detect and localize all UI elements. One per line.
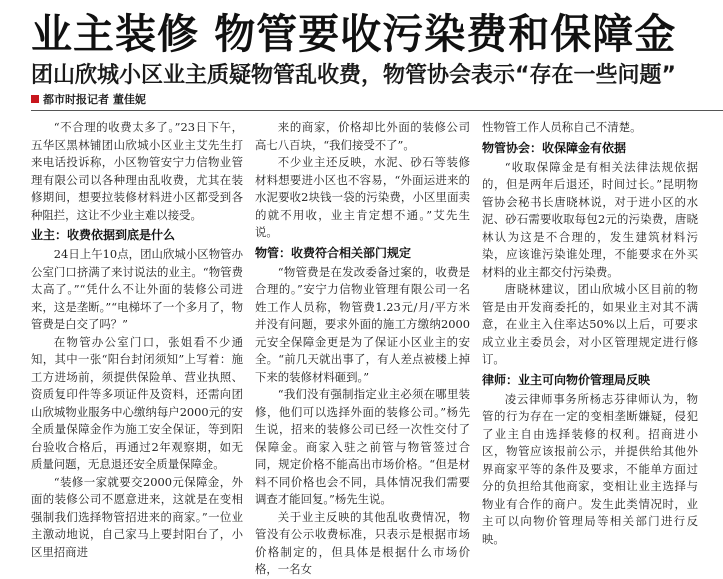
paragraph: 在物管办公室门口，张姐看不少通知，其中一张“阳台封闭须知”上写着：施工方进场前，须提供保险单、营业执照、资质复印件等多项证件及资料，还需向团山欣城物业服务中心缴纳每户2000元的安全质量保障金作为施工安全保证，等到阳台验收合格后，再通过2年观察期，如无质量问题，无息退还安全质量保障金。 [31, 334, 243, 471]
paragraph: 凌云律师事务所杨志芬律师认为，物管的行为存在一定的变相垄断嫌疑，侵犯了业主自由选择装修的权利。招商进小区，物管应该报前公示，并提供给其他外界商家平等的条件及要求，不能单方面过分的负担给其他商家，变相让业主选择与物业有合作的商户。发生此类情况时，业主可以向物价管理局等相关部门进行反映。 [482, 391, 698, 546]
byline [31, 93, 146, 107]
paragraph: “不合理的收费太多了。”23日下午，五华区黑林铺团山欣城小区业主艾先生打来电话投诉称，小区物管安宁力信物业管理有限公司以各种理由乱收费，尤其在装修期间，想要拉装修材料进小区都受到各种阻拦，这让不少业主难以接受。 [31, 120, 243, 222]
article-column-3 [482, 119, 698, 546]
section-heading: 律师：业主可向物价管理局反映 [482, 372, 651, 387]
headline: 业主装修 物管要收污染费和保障金 [31, 10, 677, 58]
header-rule [31, 110, 723, 111]
article-column-1 [31, 119, 243, 559]
paragraph: “物管费是在发改委备过案的，收费是合理的。”安宁力信物业管理有限公司一名姓工作人员称，物管费1.23元/月/平方米并没有问题，要求外面的施工方缴纳2000元安全保障金更是为了保证小区业主的安全。“前几天就出事了，有人差点被楼上掉下来的装修材料砸到。” [255, 264, 470, 384]
paragraph: 唐晓林建议，团山欣城小区目前的物管是由开发商委托的，如果业主对其不满意，在业主入住率达50%以上后，可要求成立业主委员会，对小区管理规定进行修订。 [482, 282, 698, 366]
paragraph: “我们没有强制指定业主必须在哪里装修，他们可以选择外面的装修公司。”杨先生说，招来的装修公司已经一次性交付了保障金。商家入驻之前管与物管签过合同，规定价格不能高出市场价格。“但是材料不同价格也会不同，具体情况我们需要调查才能回复。”杨先生说。 [255, 387, 470, 506]
paragraph: 关于业主反映的其他乱收费情况，物管没有公示收费标准，只表示是根据市场价格制定的，但具体是根据什么市场价格，一名女 [255, 509, 470, 576]
paragraph: “装修一家就要交2000元保障金，外面的装修公司不愿意进来，这就是在变相强制我们选择物管招进来的商家。”一位业主激动地说，自己家马上要封阳台了，小区里招商进 [31, 474, 243, 559]
article-column-2 [255, 119, 470, 576]
section-heading: 业主：收费依据到底是什么 [31, 228, 176, 242]
section-heading: 物管协会：收保障金有依据 [482, 140, 627, 155]
paragraph: 性物管工作人员称自己不清楚。 [482, 120, 642, 134]
section-heading: 物管：收费符合相关部门规定 [255, 245, 412, 260]
paragraph: 24日上午10点，团山欣城小区物管办公室门口挤满了来讨说法的业主。“物管费太高了。”“凭什么不让外面的装修公司进来，这是垄断。”“电梯坏了一个多月了，物管费是白交了吗？” [31, 247, 243, 331]
paragraph: “收取保障金是有相关法律法规依据的，但是两年后退还，时间过长。”昆明物管协会秘书长唐晓林说，对于进小区的水泥、砂石需要收取每包2元的污染费，唐晓林认为这是不合理的，发生建筑材料污染，应该谁污染谁处理，不能要求在外买材料的业主都交付污染费。 [482, 159, 698, 279]
byline-marker [31, 95, 39, 103]
subheadline: 团山欣城小区业主质疑物管乱收费，物管协会表示“存在一些问题” [31, 63, 676, 88]
byline-text: 都市时报记者 董佳妮 [43, 93, 146, 106]
paragraph: 不少业主还反映，水泥、砂石等装修材料想要进小区也不容易，“外面运进来的水泥要收2块钱一袋的污染费，小区里面卖的就不用收，业主肯定想不通。”艾先生说。 [255, 155, 470, 239]
paragraph: 来的商家，价格却比外面的装修公司高七八百块，“我们接受不了”。 [255, 120, 470, 152]
